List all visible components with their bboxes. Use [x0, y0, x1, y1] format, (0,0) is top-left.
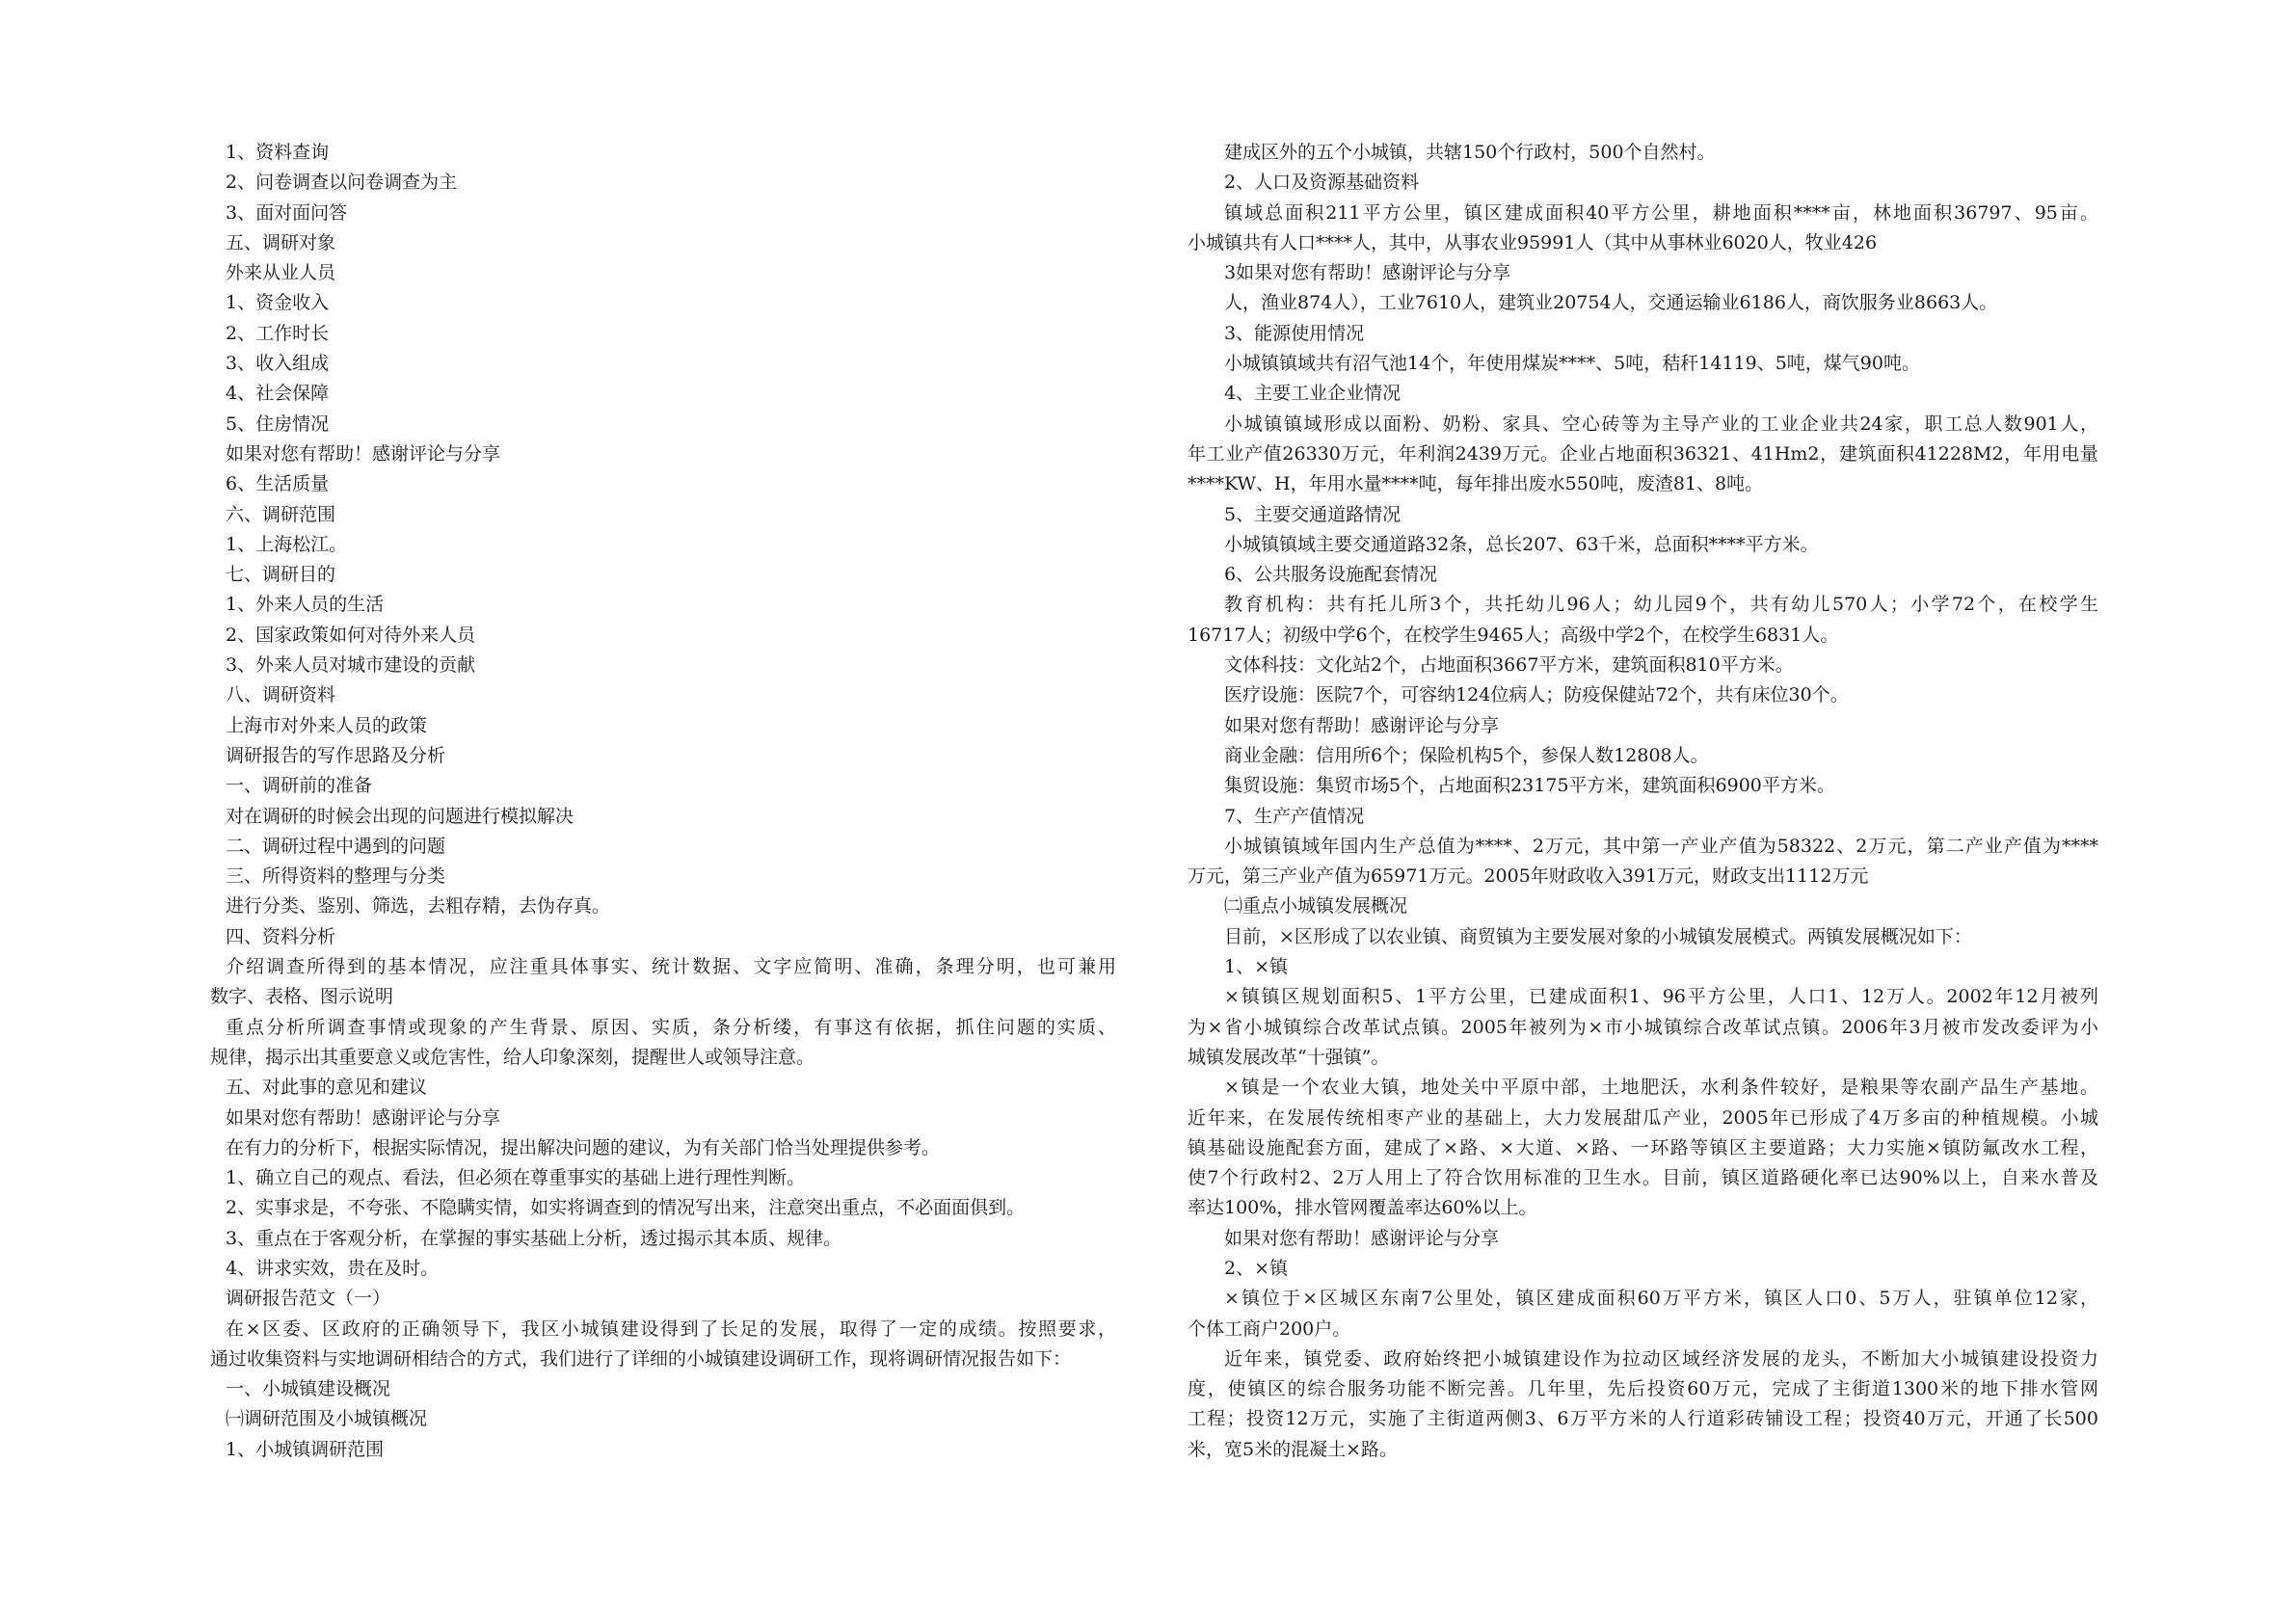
text-line: ×镇位于×区城区东南7公里处，镇区建成面积60万平方米，镇区人口0、5万人，驻镇单位12家， — [1224, 1288, 2098, 1310]
text-line: 工程；投资12万元，实施了主街道两侧3、6万平方米的人行道彩砖铺设工程；投资40万元，开通了长500 — [1188, 1408, 2098, 1430]
text-line: 1、×镇 — [1224, 956, 1289, 978]
text-line: 2、人口及资源基础资料 — [1224, 172, 1420, 194]
text-line: 3、能源使用情况 — [1224, 322, 1365, 344]
text-line: 在×区委、区政府的正确领导下，我区小城镇建设得到了长足的发展，取得了一定的成绩。按照要求， — [226, 1317, 1116, 1340]
text-line: 5、住房情况 — [226, 412, 330, 435]
text-line: ㈡重点小城镇发展概况 — [1224, 895, 1408, 918]
text-line: 6、公共服务设施配套情况 — [1224, 564, 1438, 586]
text-line: 外来从业人员 — [226, 262, 336, 284]
text-line: 2、工作时长 — [226, 322, 330, 344]
text-line: 2、实事求是，不夸张、不隐瞒实情，如实将调查到的情况写出来，注意突出重点，不必面面俱到。 — [226, 1197, 1026, 1219]
text-line: 小城镇镇域共有沼气池14个，年使用煤炭****、5吨，秸秆14119、5吨，煤气90吨。 — [1224, 353, 1920, 375]
text-line: 医疗设施：医院7个，可容纳124位病人；防疫保健站72个，共有床位30个。 — [1224, 684, 1849, 706]
text-line: 7、生产产值情况 — [1224, 805, 1365, 827]
text-line: 3、面对面问答 — [226, 201, 348, 224]
text-line: 调研报告的写作思路及分析 — [226, 744, 446, 766]
text-line: 如果对您有帮助！感谢评论与分享 — [226, 442, 501, 465]
text-line: 4、主要工业企业情况 — [1224, 383, 1402, 405]
text-line: 二、调研过程中遇到的问题 — [226, 835, 446, 857]
text-line: 七、调研目的 — [226, 564, 336, 586]
text-line: 四、资料分析 — [226, 925, 336, 947]
text-line: 如果对您有帮助！感谢评论与分享 — [226, 1106, 501, 1129]
text-line: 目前，×区形成了以农业镇、商贸镇为主要发展对象的小城镇发展模式。两镇发展概况如下： — [1224, 925, 1972, 947]
text-line: 城镇发展改革“十强镇”。 — [1188, 1046, 1390, 1068]
text-line: 在有力的分析下，根据实际情况，提出解决问题的建议，为有关部门恰当处理提供参考。 — [226, 1136, 941, 1158]
text-line: 率达100%，排水管网覆盖率达60%以上。 — [1188, 1197, 1537, 1219]
text-line: 1、外来人员的生活 — [226, 594, 385, 616]
text-line: 4、讲求实效，贵在及时。 — [226, 1257, 440, 1279]
text-line: 镇域总面积211平方公里，镇区建成面积40平方公里，耕地面积****亩，林地面积36797、95亩。 — [1224, 201, 2098, 224]
text-line: 人，渔业874人），工业7610人，建筑业20754人，交通运输业6186人，商饮服务业8663人。 — [1224, 292, 1998, 314]
text-line: ****KW、H，年用水量****吨，每年排出废水550吨，废渣81、8吨。 — [1188, 473, 1764, 495]
text-line: 个体工商户200户。 — [1188, 1317, 1351, 1340]
text-line: 对在调研的时候会出现的问题进行模拟解决 — [226, 805, 574, 827]
text-line: ×镇是一个农业大镇，地处关中平原中部，土地肥沃，水利条件较好，是粮果等农副产品生产基地。 — [1224, 1077, 2098, 1099]
left-column — [210, 138, 1116, 1465]
text-line: 小城镇共有人口****人，其中，从事农业95991人（其中从事林业6020人，牧业426 — [1188, 231, 1878, 253]
text-line: 4、社会保障 — [226, 383, 330, 405]
text-line: 2、问卷调查以问卷调查为主 — [226, 172, 458, 194]
text-line: 近年来，在发展传统相枣产业的基础上，大力发展甜瓜产业，2005年已形成了4万多亩的种植规模。小城 — [1188, 1106, 2098, 1129]
text-line: 3、收入组成 — [226, 353, 330, 375]
text-line: 5、主要交通道路情况 — [1224, 503, 1402, 525]
text-line: 如果对您有帮助！感谢评论与分享 — [1224, 714, 1500, 736]
text-line: 1、确立自己的观点、看法，但必须在尊重事实的基础上进行理性判断。 — [226, 1167, 806, 1189]
text-line: 小城镇镇域形成以面粉、奶粉、家具、空心砖等为主导产业的工业企业共24家，职工总人数901人， — [1224, 412, 2098, 435]
text-line: 进行分类、鉴别、筛选，去粗存精，去伪存真。 — [226, 895, 611, 918]
text-line: 重点分析所调查事情或现象的产生背景、原因、实质，条分析缕，有事这有依据，抓住问题的实质、 — [226, 1016, 1116, 1038]
right-column — [1188, 138, 2098, 1465]
text-line: 1、资料查询 — [226, 142, 330, 163]
text-line: 八、调研资料 — [226, 684, 336, 706]
text-line: 2、×镇 — [1224, 1257, 1289, 1279]
text-line: 3、外来人员对城市建设的贡献 — [226, 654, 476, 677]
text-line: 文体科技：文化站2个，占地面积3667平方米，建筑面积810平方米。 — [1224, 654, 1794, 677]
text-line: 教育机构：共有托儿所3个，共托幼儿96人；幼儿园9个，共有幼儿570人；小学72个，在校学生 — [1224, 594, 2098, 616]
text-line: 三、所得资料的整理与分类 — [226, 865, 446, 888]
text-line: 一、调研前的准备 — [226, 775, 373, 797]
text-line: 度，使镇区的综合服务功能不断完善。几年里，先后投资60万元，完成了主街道1300米的地下排水管网 — [1188, 1378, 2098, 1400]
text-line: 16717人；初级中学6个，在校学生9465人；高级中学2个，在校学生6831人。 — [1188, 624, 1839, 646]
text-line: 使7个行政村2、2万人用上了符合饮用标准的卫生水。目前，镇区道路硬化率已达90%以上，自来水普及 — [1188, 1167, 2098, 1189]
text-line: ㈠调研范围及小城镇概况 — [226, 1408, 428, 1430]
text-line: 介绍调查所得到的基本情况，应注重具体事实、统计数据、文字应简明、准确，条理分明，也可兼用 — [226, 956, 1116, 978]
text-line: 五、调研对象 — [226, 231, 336, 253]
text-line: ×镇镇区规划面积5、1平方公里，已建成面积1、96平方公里，人口1、12万人。2002年12月被列 — [1224, 986, 2098, 1008]
text-line: 3、重点在于客观分析，在掌握的事实基础上分析，透过揭示其本质、规律。 — [226, 1227, 842, 1249]
text-line: 六、调研范围 — [226, 503, 336, 525]
text-line: 6、生活质量 — [226, 473, 330, 495]
text-line: 米，宽5米的混凝土×路。 — [1188, 1438, 1399, 1460]
text-line: 商业金融：信用所6个；保险机构5个，参保人数12808人。 — [1224, 744, 1709, 766]
text-line: 为×省小城镇综合改革试点镇。2005年被列为×市小城镇综合改革试点镇。2006年3月被市发改委评为小 — [1188, 1016, 2098, 1038]
text-line: 3如果对您有帮助！感谢评论与分享 — [1224, 262, 1511, 284]
text-line: 通过收集资料与实地调研相结合的方式，我们进行了详细的小城镇建设调研工作，现将调研情况报告如下： — [210, 1347, 1072, 1370]
text-line: 1、资金收入 — [226, 292, 330, 314]
text-line: 一、小城镇建设概况 — [226, 1378, 391, 1400]
text-line: 建成区外的五个小城镇，共辖150个行政村，500个自然村。 — [1224, 142, 1716, 163]
text-line: 小城镇镇域主要交通道路32条，总长207、63千米，总面积****平方米。 — [1224, 533, 1819, 555]
text-line: 年工业产值26330万元，年利润2439万元。企业占地面积36321、41Hm2，建筑面积41228M2，年用电量 — [1188, 442, 2098, 465]
text-line: 1、上海松江。 — [226, 533, 348, 555]
text-line: 数字、表格、图示说明 — [210, 986, 394, 1008]
text-line: 小城镇镇域年国内生产总值为****、2万元，其中第一产业产值为58322、2万元，第二产业产值为**** — [1224, 835, 2098, 857]
text-line: 上海市对外来人员的政策 — [226, 714, 428, 736]
text-line: 镇基础设施配套方面，建成了×路、×大道、×路、一环路等镇区主要道路；大力实施×镇防氟改水工程， — [1188, 1136, 2098, 1158]
text-line: 规律，揭示出其重要意义或危害性，给人印象深刻，提醒世人或领导注意。 — [210, 1046, 815, 1068]
text-line: 集贸设施：集贸市场5个，占地面积23175平方米，建筑面积6900平方米。 — [1224, 775, 1835, 797]
text-line: 近年来，镇党委、政府始终把小城镇建设作为拉动区域经济发展的龙头，不断加大小城镇建设投资力 — [1224, 1347, 2098, 1370]
text-line: 2、国家政策如何对待外来人员 — [226, 624, 476, 646]
text-line: 调研报告范文（一） — [226, 1288, 391, 1310]
text-line: 1、小城镇调研范围 — [226, 1438, 385, 1460]
text-line: 如果对您有帮助！感谢评论与分享 — [1224, 1227, 1500, 1249]
text-line: 万元，第三产业产值为65971万元。2005年财政收入391万元，财政支出1112万元 — [1188, 865, 1869, 888]
text-line: 五、对此事的意见和建议 — [226, 1077, 428, 1099]
